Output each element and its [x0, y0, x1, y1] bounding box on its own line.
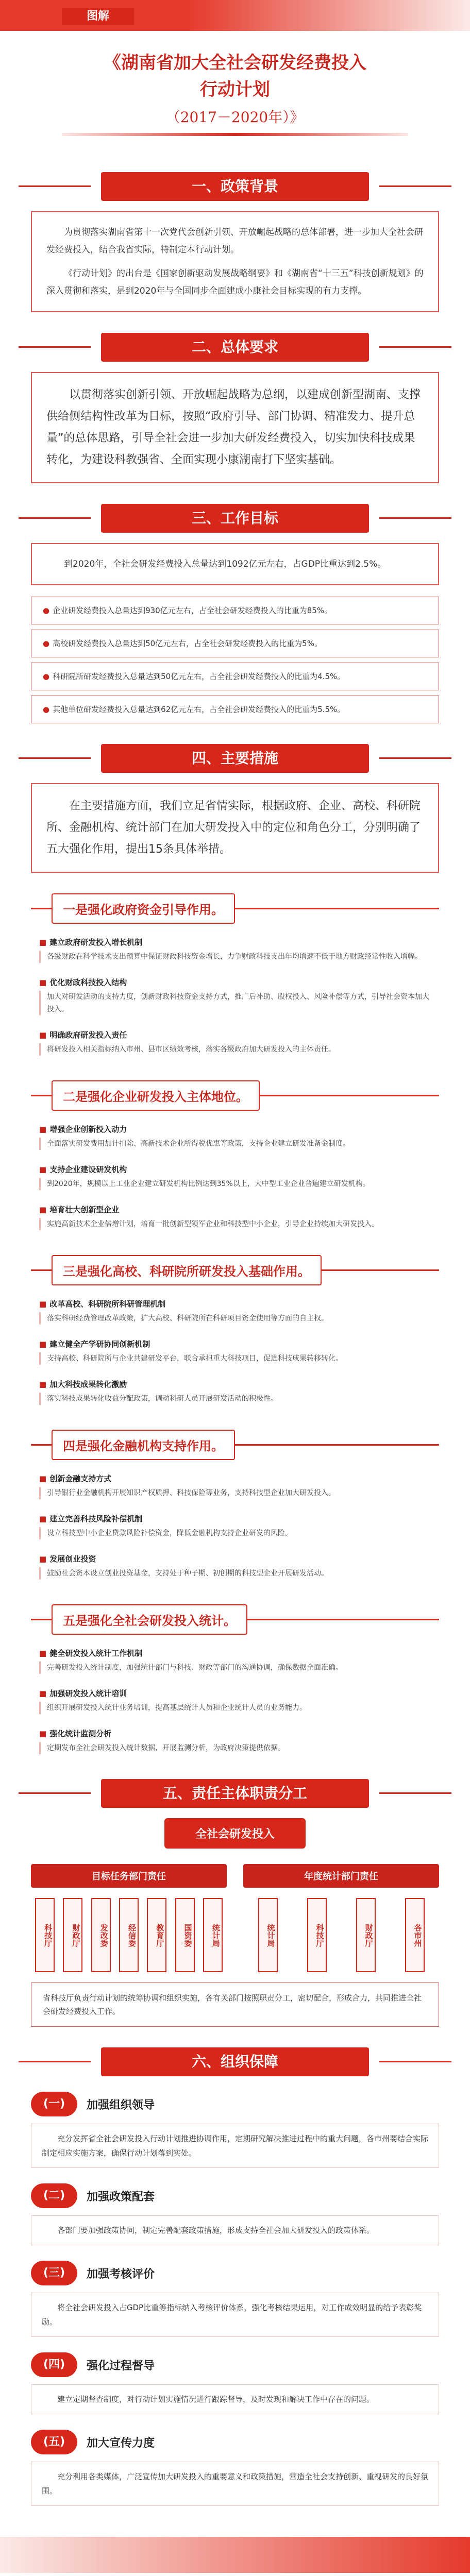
title-year: （2017－2020年）》: [165, 109, 305, 126]
guarantee-title: 加大宣传力度: [87, 2436, 155, 2450]
background-paragraph-2: 《行动计划》的出台是《国家创新驱动发展战略纲要》和《湖南省“十三五”科技创新规划》的深入贯彻和落实，是到2020年与全国同步全面建成小康社会目标实现的有力支撑。: [46, 268, 424, 296]
bullet-icon: ■: [39, 1689, 47, 1698]
org-leaf: 统计局: [203, 1898, 223, 1972]
measure-item: [31, 1159, 439, 1194]
target-text: 其他单位研发经费投入总量达到62亿元左右，占全社会研发经费投入的比重为5.5%。: [53, 705, 345, 714]
measure-text: 引导银行业金融机构开展知识产权质押、科技保险等业务，支持科技型企业加大研发投入。: [39, 1487, 431, 1499]
measure-title: 增强企业创新投入动力: [49, 1125, 127, 1134]
org-branch-heading: 年度统计部门责任: [243, 1864, 439, 1888]
org-leaves: [31, 1898, 227, 1972]
bullet-icon: ●: [43, 606, 50, 615]
org-leaf: 国资委: [175, 1898, 195, 1972]
guarantee-item: [31, 2261, 439, 2337]
org-branch-heading: 目标任务部门责任: [31, 1864, 227, 1888]
target-item: [31, 696, 439, 723]
measure-text: 将研发投入相关指标纳入市州、县市区绩效考核，落实各级政府加大研发投入的主体责任。: [39, 1043, 431, 1056]
target-item: [31, 597, 439, 624]
measure-group-heading: [31, 1604, 439, 1635]
divider: [31, 1269, 52, 1271]
measure-group-label: 三是强化高校、科研院所研发投入基础作用。: [52, 1255, 322, 1285]
bullet-icon: ●: [43, 705, 50, 714]
bullet-icon: ■: [39, 1165, 47, 1174]
guarantee-title: 加强政策配套: [87, 2190, 155, 2204]
org-leaf: 财政厅: [356, 1898, 376, 1972]
measure-text: 完善研发投入统计制度，加强统计部门与科技、财政等部门的沟通协调，确保数据全面准确。: [39, 1662, 431, 1674]
title-divider: [62, 133, 408, 136]
requirements-paragraph: 以贯彻落实创新引领、开放崛起战略为总纲，以建成创新型湖南、支撑供给侧结构性改革为目标，按照“政府引导、部门协调、精准发力、提升总量”的总体思路，引导全社会进一步加大研发经费投入，切实加快科技成果转化，为建设科教强省、全面实现小康湖南打下坚实基础。: [46, 388, 421, 466]
guarantee-number: (四): [31, 2352, 77, 2377]
org-leaf: 教育厅: [147, 1898, 166, 1972]
divider: [260, 1095, 439, 1096]
measure-title: 建立政府研发投入增长机制: [49, 938, 143, 947]
measure-text: 组织开展研发投入统计业务培训，提高基层统计人员和企业统计人员的业务能力。: [39, 1702, 431, 1714]
org-chart: [31, 1818, 439, 1972]
target-item: [31, 663, 439, 690]
measure-item: [31, 1549, 439, 1584]
bullet-icon: ■: [39, 1205, 47, 1214]
measure-title: 加强研发投入统计培训: [49, 1689, 127, 1698]
measure-group-heading: [31, 1430, 439, 1460]
measure-item: [31, 932, 439, 967]
bullet-icon: ●: [43, 672, 50, 681]
org-leaf: 科技厅: [35, 1898, 55, 1972]
measure-title: 支持企业建设研发机构: [49, 1165, 127, 1174]
org-leaf: 经信委: [119, 1898, 139, 1972]
bullet-icon: ■: [39, 1340, 47, 1349]
section-heading-background: 一、政策背景: [101, 172, 369, 201]
background-paragraph-1: 为贯彻落实湖南省第十一次党代会创新引领、开放崛起战略的总体部署，进一步加大全社会研发经费投入，结合我省实际，特制定本行动计划。: [46, 227, 423, 255]
section-heading-measures: 四、主要措施: [101, 744, 369, 773]
section-heading-duties: 五、责任主体职责分工: [101, 1779, 369, 1808]
measure-item: [31, 1374, 439, 1409]
divider: [235, 908, 439, 909]
top-banner: [0, 0, 470, 31]
measure-title: 健全研发投入统计工作机制: [49, 1649, 143, 1658]
main-title: [21, 49, 449, 103]
measure-item: [31, 1119, 439, 1154]
measure-item: [31, 1723, 439, 1758]
measure-title: 明确政府研发投入责任: [49, 1030, 127, 1040]
section-heading-targets: 三、工作目标: [101, 504, 369, 533]
guarantee-text: 建立定期督查制度，对行动计划实施情况进行跟踪督导，及时发现和解决工作中存在的问题。: [31, 2384, 439, 2414]
measure-group-label: 四是强化金融机构支持作用。: [52, 1430, 235, 1460]
guarantee-text: 将全社会研发投入占GDP比重等指标纳入考核评价体系，强化考核结果运用，对工作成效明显的给予表彰奖励。: [31, 2293, 439, 2337]
measure-title: 发展创业投资: [49, 1554, 96, 1564]
target-text: 高校研发经费投入总量达到50亿元左右，占全社会研发经费投入的比重为5%。: [53, 639, 322, 648]
targets-intro-box: [31, 543, 439, 585]
guarantee-number: (一): [31, 2092, 77, 2116]
bullet-icon: ■: [39, 978, 47, 987]
org-leaf: 科技厅: [307, 1898, 327, 1972]
divider: [235, 1444, 439, 1446]
duties-text: 省科技厅负责行动计划的统筹协调和组织实施，各有关部门按照职责分工，密切配合，形成合力，共同推进全社会研发经费投入工作。: [31, 1982, 439, 2027]
measure-item: [31, 1294, 439, 1329]
section-heading-guarantee: 六、组织保障: [101, 2047, 369, 2076]
measure-title: 建立完善科技风险补偿机制: [49, 1514, 143, 1523]
measure-text: 定期发布全社会研发投入统计数据，开展监测分析，为政府决策提供依据。: [39, 1742, 431, 1754]
bullet-icon: ■: [39, 1474, 47, 1483]
bullet-icon: ■: [39, 1729, 47, 1738]
measure-item: [31, 1509, 439, 1544]
measure-title: 培育壮大创新型企业: [49, 1205, 120, 1214]
guarantee-item: [31, 2183, 439, 2245]
guarantee-text: 各部门要加强政策协同，制定完善配套政策措施，形成支持全社会加大研发投入的政策体系。: [31, 2215, 439, 2245]
measure-text: 各级财政在科学技术支出预算中保证财政科技资金增长，力争财政科技支出年均增速不低于地方财政经常性收入增幅。: [39, 951, 431, 963]
measure-group-label: 一是强化政府资金引导作用。: [52, 893, 235, 924]
measure-title: 改革高校、科研院所科研管理机制: [49, 1299, 166, 1309]
guarantee-text: 充分利用各类媒体，广泛宣传加大研发投入的重要意义和政策措施，营造全社会支持创新、重视研发的良好氛围。: [31, 2462, 439, 2506]
measure-text: 到2020年，规模以上工业企业建立研发机构比例达到35%以上，大中型工业企业普遍建立研发机构。: [39, 1178, 431, 1190]
title-block: [0, 31, 470, 151]
measures-intro-box: [31, 783, 439, 873]
org-branches: [31, 1864, 439, 1972]
bottom-banner: [0, 2537, 470, 2573]
target-item: [31, 630, 439, 657]
org-root: 全社会研发投入: [164, 1818, 306, 1849]
measure-text: 全面落实研发费用加计扣除、高新技术企业所得税优惠等政策，支持企业建立研发准备金制度。: [39, 1138, 431, 1150]
guarantee-item: [31, 2430, 439, 2506]
measures-intro: 在主要措施方面，我们立足省情实际，根据政府、企业、高校、科研院所、金融机构、统计部门在加大研发投入中的定位和角色分工，分别明确了五大强化作用，提出15条具体举措。: [46, 800, 421, 856]
measure-group-label: 五是强化全社会研发投入统计。: [52, 1604, 247, 1635]
divider: [322, 1269, 439, 1271]
bullet-icon: ■: [39, 1380, 47, 1389]
bullet-icon: ●: [43, 639, 50, 648]
divider: [31, 1095, 52, 1096]
bullet-icon: ■: [39, 1514, 47, 1523]
guarantee-number: (三): [31, 2261, 77, 2285]
measure-text: 设立科技型中小企业贷款风险补偿资金，降低金融机构支持企业研发的风险。: [39, 1527, 431, 1539]
measure-text: 落实科技成果转化收益分配政策，调动科研人员开展研发活动的积极性。: [39, 1393, 431, 1405]
org-leaf: 各市州: [405, 1898, 425, 1972]
measure-title: 强化统计监测分析: [49, 1729, 112, 1738]
measure-title: 建立健全产学研协同创新机制: [49, 1340, 150, 1349]
bullet-icon: ■: [39, 1125, 47, 1134]
target-text: 科研院所研发经费投入总量达到50亿元左右，占全社会研发经费投入的比重为4.5%。: [53, 672, 345, 681]
org-branch-targets: [31, 1864, 227, 1972]
guarantee-item: [31, 2352, 439, 2414]
measure-text: 加大对研发活动的支持力度，创新财政科技资金支持方式，推广后补助、股权投入、风险补偿等方式，引导社会资本加大投入。: [39, 991, 431, 1015]
measure-item: [31, 1643, 439, 1678]
guarantee-title: 加强组织领导: [87, 2098, 155, 2112]
measure-title: 优化财政科技投入结构: [49, 978, 127, 987]
measure-item: [31, 972, 439, 1020]
bullet-icon: ■: [39, 1299, 47, 1309]
org-leaves: [243, 1898, 439, 1972]
measure-group-heading: [31, 1080, 439, 1111]
measure-text: 落实科研经费管理改革政策，扩大高校、科研院所在科研项目资金使用等方面的自主权。: [39, 1312, 431, 1325]
guarantee-text: 充分发挥省全社会研发投入行动计划推进协调作用，定期研究解决推进过程中的重大问题，各市州要结合实际制定相应实施方案，确保行动计划落到实处。: [31, 2124, 439, 2168]
divider: [247, 1619, 439, 1620]
bullet-icon: ■: [39, 938, 47, 947]
measure-item: [31, 1683, 439, 1718]
title-line-1: 《湖南省加大全社会研发经费投入: [104, 53, 366, 73]
measure-title: 创新金融支持方式: [49, 1474, 112, 1483]
measure-group-label: 二是强化企业研发投入主体地位。: [52, 1080, 260, 1111]
measure-item: [31, 1334, 439, 1369]
bullet-icon: ■: [39, 1030, 47, 1040]
divider: [31, 1444, 52, 1446]
background-box: [31, 211, 439, 312]
measure-item: [31, 1199, 439, 1234]
divider: [31, 908, 52, 909]
measure-text: 支持高校、科研院所与企业共建研发平台，联合承担重大科技项目，促进科技成果转移转化。: [39, 1352, 431, 1365]
org-leaf: 统计局: [258, 1898, 278, 1972]
target-text: 企业研发经费投入总量达到930亿元左右，占全社会研发经费投入的比重为85%。: [53, 606, 332, 615]
org-branch-statistics: [243, 1864, 439, 1972]
guarantee-number: (二): [31, 2183, 77, 2208]
measure-text: 实施高新技术企业倍增计划，培育一批创新型领军企业和科技型中小企业，引导企业持续加大研发投入。: [39, 1218, 431, 1230]
measure-item: [31, 1025, 439, 1060]
guarantee-title: 加强考核评价: [87, 2267, 155, 2281]
bullet-icon: ■: [39, 1554, 47, 1564]
measure-text: 鼓励社会资本设立创业投资基金，支持处于种子期、初创期的科技型企业开展研发活动。: [39, 1567, 431, 1580]
guarantee-title: 强化过程督导: [87, 2359, 155, 2372]
section-heading-requirements: 二、总体要求: [101, 333, 369, 362]
title-line-2: 行动计划: [200, 79, 270, 100]
divider: [31, 1619, 52, 1620]
measure-group-heading: [31, 893, 439, 924]
org-leaf: 发改委: [91, 1898, 111, 1972]
measure-title: 加大科技成果转化激励: [49, 1380, 127, 1389]
guarantee-item: [31, 2092, 439, 2168]
illustration-tag: 图解: [62, 8, 134, 25]
measure-group-heading: [31, 1255, 439, 1285]
measure-item: [31, 1468, 439, 1503]
requirements-box: [31, 372, 439, 483]
guarantee-number: (五): [31, 2430, 77, 2454]
bullet-icon: ■: [39, 1649, 47, 1658]
targets-intro: 到2020年，全社会研发经费投入总量达到1092亿元左右，占GDP比重达到2.5%。: [64, 559, 387, 569]
org-leaf: 财政厅: [63, 1898, 82, 1972]
